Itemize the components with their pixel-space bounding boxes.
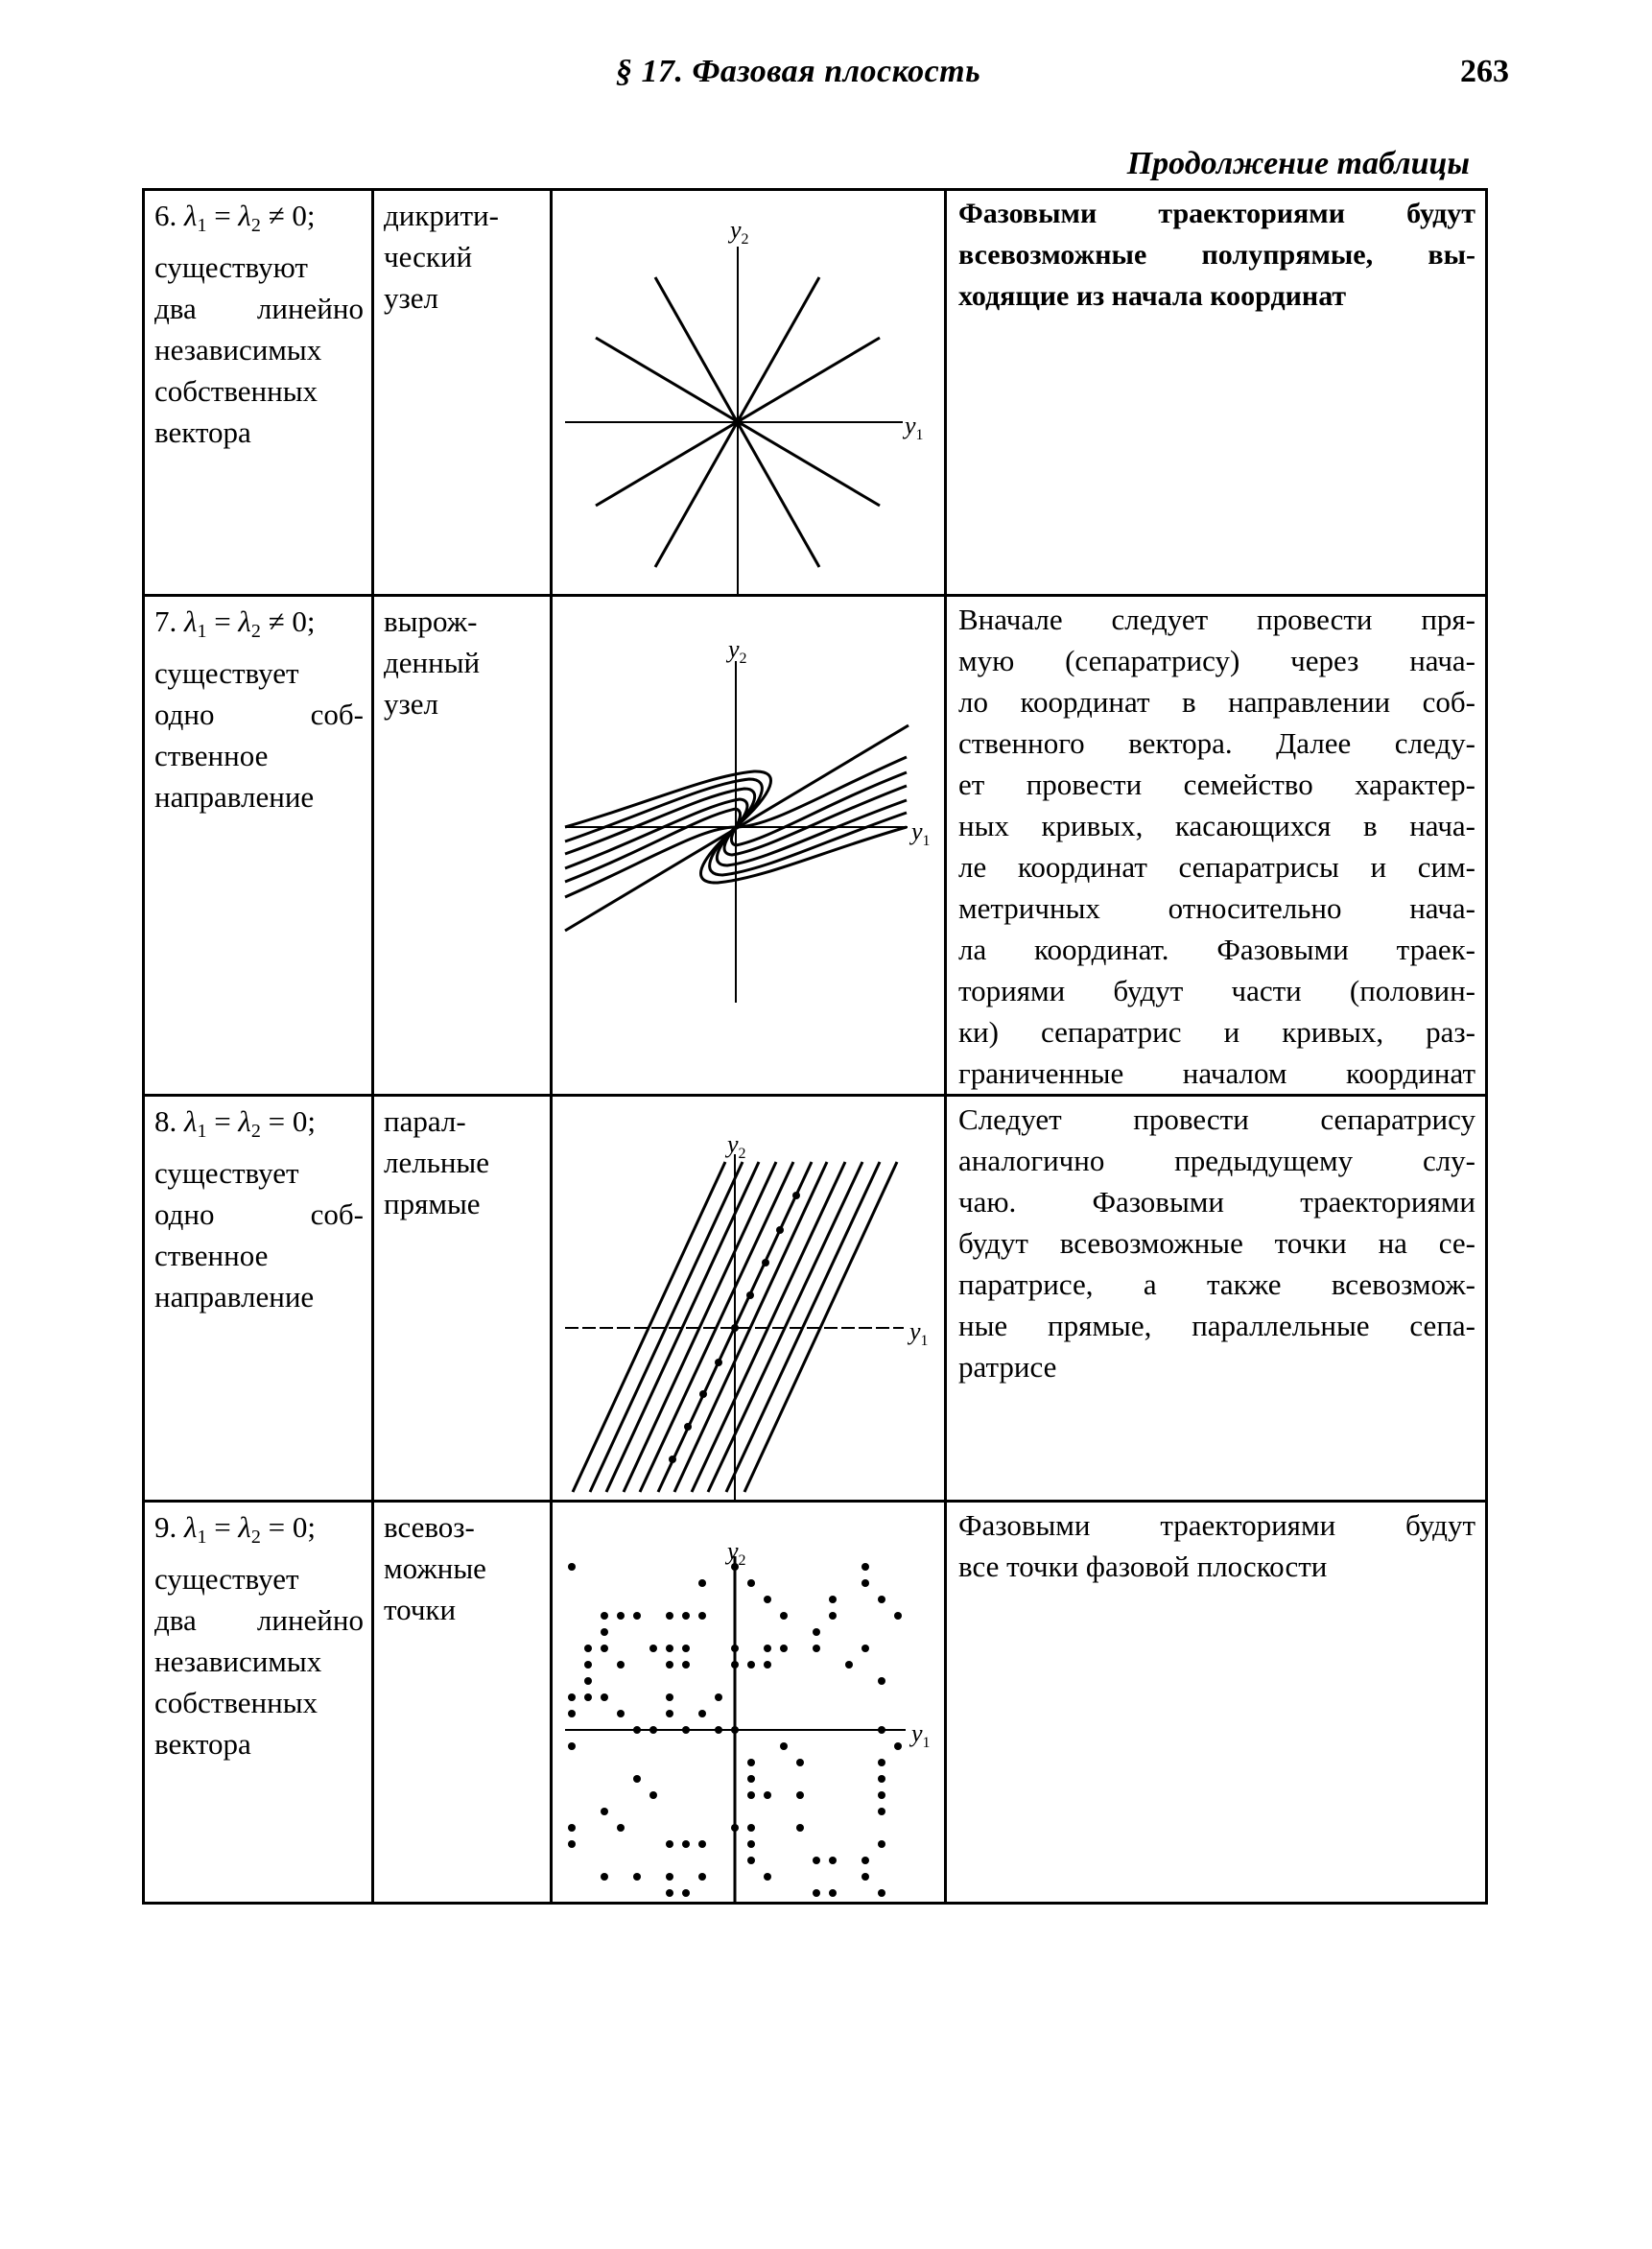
equilibrium-point bbox=[829, 1857, 837, 1864]
equilibrium-point bbox=[698, 1579, 706, 1587]
equilibrium-point bbox=[568, 1563, 576, 1571]
equilibrium-point bbox=[601, 1693, 608, 1701]
equilibrium-type: дикрити- ческий узел bbox=[384, 199, 499, 315]
equilibrium-point bbox=[764, 1791, 771, 1799]
equilibrium-point bbox=[829, 1889, 837, 1897]
equilibrium-point bbox=[568, 1824, 576, 1832]
equilibrium-point bbox=[731, 1661, 739, 1669]
equilibrium-point bbox=[568, 1710, 576, 1717]
description-text: Следует провести сепаратрису аналогично предыдущему слу- чаю. Фазовыми траекториями будут всевозможные точки на се- паратрисе, а также всевозмож- ные прямые, параллельные сепа- ратрисе bbox=[958, 1102, 1475, 1384]
y2-axis-label: $y_2$ bbox=[730, 216, 749, 248]
equilibrium-point bbox=[584, 1661, 592, 1669]
equilibrium-point bbox=[861, 1563, 869, 1571]
equilibrium-point bbox=[633, 1873, 641, 1881]
running-head: § 17. Фазовая плоскость bbox=[616, 54, 981, 89]
equilibrium-point bbox=[878, 1808, 885, 1815]
table-row bbox=[144, 190, 1487, 596]
type-cell bbox=[373, 190, 552, 596]
equilibrium-point bbox=[878, 1889, 885, 1897]
eigenvalue-condition: 6. $\lambda_1 = \lambda_2 \ne 0$; bbox=[154, 199, 316, 236]
equilibrium-point bbox=[649, 1791, 657, 1799]
equilibrium-point bbox=[813, 1889, 820, 1897]
equilibrium-point bbox=[878, 1791, 885, 1799]
equilibrium-point bbox=[878, 1596, 885, 1603]
equilibrium-point bbox=[829, 1612, 837, 1620]
equilibrium-point bbox=[780, 1742, 788, 1750]
equilibrium-point bbox=[601, 1628, 608, 1636]
equilibrium-point bbox=[894, 1742, 902, 1750]
equilibrium-type: парал- лельные прямые bbox=[384, 1104, 490, 1220]
equilibrium-point bbox=[666, 1873, 673, 1881]
equilibrium-point bbox=[568, 1742, 576, 1750]
equilibrium-point bbox=[682, 1661, 690, 1669]
equilibrium-point bbox=[617, 1824, 625, 1832]
equilibrium-point bbox=[747, 1824, 755, 1832]
equilibrium-point bbox=[861, 1873, 869, 1881]
type-cell bbox=[373, 1502, 552, 1904]
equilibrium-point bbox=[617, 1661, 625, 1669]
all-points-diagram bbox=[553, 1503, 944, 1902]
equilibrium-point bbox=[584, 1677, 592, 1685]
equilibrium-point bbox=[731, 1645, 739, 1652]
equilibrium-point bbox=[764, 1661, 771, 1669]
description-text: Вначале следует провести пря- мую (сепаратрису) через нача- ло координат в направлении соб- ственного вектора. Далее следу- ет провести семейство характер- ных кривых, касающихся в нача- ле координат сепаратрисы и сим- метричных относительно нача- ла координат. Фазовыми траек- ториями будут части (половин- ки) сепаратрис и кривых, раз- граниченные началом координат bbox=[958, 603, 1475, 1090]
page-number: 263 bbox=[1460, 54, 1509, 89]
y1-axis-label: $y_1$ bbox=[911, 1719, 931, 1751]
equilibrium-point bbox=[568, 1693, 576, 1701]
equilibrium-point bbox=[878, 1775, 885, 1783]
eigenvalue-condition: 7. $\lambda_1 = \lambda_2 \ne 0$; bbox=[154, 604, 316, 642]
equilibrium-point bbox=[747, 1579, 755, 1587]
table-continued-label: Продолжение таблицы bbox=[1126, 146, 1470, 181]
description-cell bbox=[946, 190, 1487, 596]
eigenvalue-condition: 9. $\lambda_1 = \lambda_2 = 0$; bbox=[154, 1510, 316, 1548]
diagram-cell bbox=[552, 190, 946, 596]
degenerate-node-diagram bbox=[553, 597, 944, 1092]
equilibrium-point bbox=[666, 1889, 673, 1897]
equilibrium-type: вырож- денный узел bbox=[384, 604, 481, 721]
description-cell bbox=[946, 596, 1487, 1096]
equilibrium-point bbox=[813, 1645, 820, 1652]
condition-cell bbox=[144, 1502, 373, 1904]
type-cell bbox=[373, 596, 552, 1096]
equilibrium-point bbox=[780, 1645, 788, 1652]
condition-cell bbox=[144, 596, 373, 1096]
equilibrium-point bbox=[633, 1775, 641, 1783]
equilibrium-point bbox=[568, 1840, 576, 1848]
equilibrium-point bbox=[829, 1596, 837, 1603]
equilibrium-point bbox=[747, 1775, 755, 1783]
table-row bbox=[144, 596, 1487, 1096]
equilibrium-point bbox=[584, 1645, 592, 1652]
y1-axis-label: $y_1$ bbox=[909, 1317, 929, 1349]
equilibrium-point bbox=[796, 1791, 804, 1799]
type-cell bbox=[373, 1096, 552, 1502]
equilibrium-point bbox=[617, 1710, 625, 1717]
description-cell bbox=[946, 1502, 1487, 1904]
y2-axis-label: $y_2$ bbox=[727, 1130, 746, 1162]
equilibrium-type: всевоз- можные точки bbox=[384, 1510, 486, 1626]
equilibrium-point bbox=[845, 1661, 853, 1669]
table-row bbox=[144, 1096, 1487, 1502]
diagram-cell bbox=[552, 596, 946, 1096]
equilibrium-point bbox=[666, 1612, 673, 1620]
description-cell bbox=[946, 1096, 1487, 1502]
equilibrium-point bbox=[682, 1840, 690, 1848]
equilibrium-point bbox=[617, 1612, 625, 1620]
condition-cell bbox=[144, 1096, 373, 1502]
equilibrium-point bbox=[666, 1710, 673, 1717]
equilibrium-point bbox=[601, 1645, 608, 1652]
equilibrium-point bbox=[601, 1873, 608, 1881]
y1-axis-label: $y_1$ bbox=[911, 817, 931, 849]
table-row bbox=[144, 1502, 1487, 1904]
equilibrium-point bbox=[666, 1840, 673, 1848]
y2-axis-label: $y_2$ bbox=[727, 1537, 746, 1569]
equilibrium-point bbox=[764, 1873, 771, 1881]
equilibrium-point bbox=[666, 1693, 673, 1701]
condition-text: 8. $\lambda_1 = \lambda_2 = 0$; существует одно соб- ственное направление bbox=[145, 1097, 371, 1317]
y1-axis-label: $y_1$ bbox=[905, 412, 924, 443]
diagram-cell bbox=[552, 1502, 946, 1904]
equilibrium-point bbox=[649, 1726, 657, 1734]
equilibrium-point bbox=[666, 1661, 673, 1669]
equilibrium-point bbox=[878, 1677, 885, 1685]
equilibrium-point bbox=[584, 1693, 592, 1701]
eigenvalue-condition: 8. $\lambda_1 = \lambda_2 = 0$; bbox=[154, 1104, 316, 1142]
equilibrium-point bbox=[682, 1726, 690, 1734]
equilibrium-point bbox=[731, 1824, 739, 1832]
equilibrium-point bbox=[601, 1808, 608, 1815]
equilibrium-point bbox=[747, 1840, 755, 1848]
equilibrium-point bbox=[715, 1726, 722, 1734]
parallel-lines-diagram bbox=[553, 1097, 944, 1500]
phase-portrait-table bbox=[142, 188, 1488, 1905]
equilibrium-point bbox=[861, 1579, 869, 1587]
equilibrium-point bbox=[698, 1873, 706, 1881]
diagram-cell bbox=[552, 1096, 946, 1502]
equilibrium-point bbox=[633, 1726, 641, 1734]
description-text: Фазовыми траекториями будут всевозможные полупрямые, вы- ходящие из начала координат bbox=[958, 198, 1475, 312]
equilibrium-point bbox=[861, 1645, 869, 1652]
equilibrium-point bbox=[649, 1645, 657, 1652]
equilibrium-point bbox=[878, 1726, 885, 1734]
y2-axis-label: $y_2$ bbox=[728, 635, 747, 667]
equilibrium-point bbox=[878, 1840, 885, 1848]
equilibrium-point bbox=[698, 1612, 706, 1620]
equilibrium-point bbox=[747, 1791, 755, 1799]
condition-text: 9. $\lambda_1 = \lambda_2 = 0$; существует два линейно независимых собственных вектора bbox=[145, 1503, 371, 1764]
equilibrium-point bbox=[878, 1759, 885, 1766]
equilibrium-point bbox=[813, 1628, 820, 1636]
equilibrium-point bbox=[633, 1612, 641, 1620]
equilibrium-point bbox=[780, 1612, 788, 1620]
equilibrium-point bbox=[682, 1645, 690, 1652]
equilibrium-point bbox=[682, 1889, 690, 1897]
condition-cell bbox=[144, 190, 373, 596]
equilibrium-point bbox=[698, 1840, 706, 1848]
equilibrium-point bbox=[764, 1596, 771, 1603]
equilibrium-point bbox=[813, 1857, 820, 1864]
equilibrium-point bbox=[894, 1612, 902, 1620]
description-text: Фазовыми траекториями будут все точки фазовой плоскости bbox=[958, 1508, 1475, 1583]
equilibrium-point bbox=[764, 1645, 771, 1652]
equilibrium-point bbox=[861, 1857, 869, 1864]
equilibrium-point bbox=[747, 1661, 755, 1669]
dicritical-node-diagram bbox=[553, 191, 944, 594]
equilibrium-point bbox=[682, 1612, 690, 1620]
equilibrium-point bbox=[796, 1824, 804, 1832]
equilibrium-point bbox=[796, 1759, 804, 1766]
equilibrium-point bbox=[698, 1710, 706, 1717]
condition-text: 6. $\lambda_1 = \lambda_2 \ne 0$; существуют два линейно независимых собственных вектора bbox=[145, 191, 371, 453]
condition-text: 7. $\lambda_1 = \lambda_2 \ne 0$; существует одно соб- ственное направление bbox=[145, 597, 371, 817]
equilibrium-point bbox=[666, 1645, 673, 1652]
equilibrium-point bbox=[601, 1612, 608, 1620]
equilibrium-point bbox=[747, 1857, 755, 1864]
equilibrium-point bbox=[747, 1759, 755, 1766]
equilibrium-point bbox=[731, 1726, 739, 1734]
equilibrium-point bbox=[715, 1693, 722, 1701]
